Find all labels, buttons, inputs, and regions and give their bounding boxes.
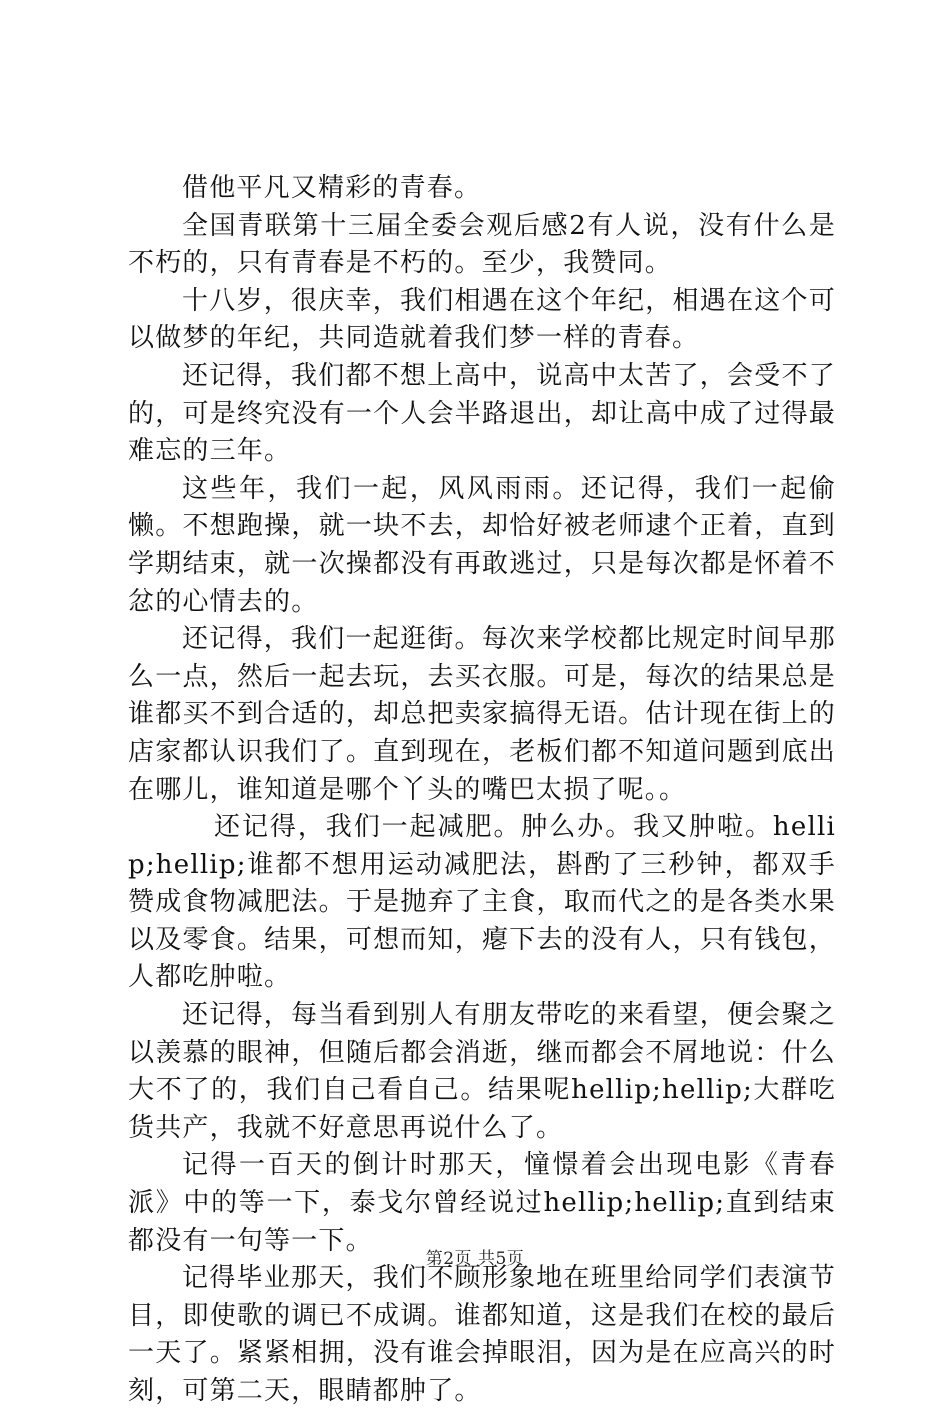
paragraph-4: 还记得，我们都不想上高中，说高中太苦了，会受不了的，可是终究没有一个人会半路退出，却让高中成了过得最难忘的三年。 xyxy=(128,360,836,467)
paragraph-1: 借他平凡又精彩的青春。 xyxy=(182,173,482,203)
page-footer xyxy=(0,1244,950,1269)
paragraph-8: 还记得，每当看到别人有朋友带吃的来看望，便会聚之以羡慕的眼神，但随后都会消逝，继而都会不屑地说：什么大不了的，我们自己看自己。结果呢hellip;hellip;大群吃货共产，我就不好意思再说什么了。 xyxy=(128,1000,836,1143)
paragraph-10: 记得毕业那天，我们不顾形象地在班里给同学们表演节目，即使歌的调已不成调。谁都知道，这是我们在校的最后一天了。紧紧相拥，没有谁会掉眼泪，因为是在应高兴的时刻，可第二天，眼睛都肿了。 xyxy=(128,1263,836,1406)
paragraph-3: 十八岁，很庆幸，我们相遇在这个年纪，相遇在这个可以做梦的年纪，共同造就着我们梦一样的青春。 xyxy=(128,285,836,354)
paragraph-9: 记得一百天的倒计时那天，憧憬着会出现电影《青春派》中的等一下，泰戈尔曾经说过hellip;hellip;直到结束都没有一句等一下。 xyxy=(128,1150,836,1256)
paragraph-6: 还记得，我们一起逛街。每次来学校都比规定时间早那么一点，然后一起去玩，去买衣服。可是，每次的结果总是谁都买不到合适的，却总把卖家搞得无语。估计现在街上的店家都认识我们了。直到现在，老板们都不知道问题到底出在哪儿，谁知道是哪个丫头的嘴巴太损了呢。。 xyxy=(128,624,836,805)
page-number: 第2页 共5页 xyxy=(425,1249,525,1269)
paragraph-2: 全国青联第十三届全委会观后感2有人说，没有什么是不朽的，只有青春是不朽的。至少，我赞同。 xyxy=(128,210,836,279)
paragraph-7: 还记得，我们一起减肥。肿么办。我又肿啦。hellip;hellip;谁都不想用运动减肥法，斟酌了三秒钟，都双手赞成食物减肥法。于是抛弃了主食，取而代之的是各类水果以及零食。结果，可想而知，瘪下去的没有人，只有钱包，人都吃肿啦。 xyxy=(128,812,836,993)
document-body xyxy=(128,170,836,1411)
paragraph-5: 这些年，我们一起，风风雨雨。还记得，我们一起偷懒。不想跑操，就一块不去，却恰好被老师逮个正着，直到学期结束，就一次操都没有再敢逃过，只是每次都是怀着不忿的心情去的。 xyxy=(128,473,836,617)
